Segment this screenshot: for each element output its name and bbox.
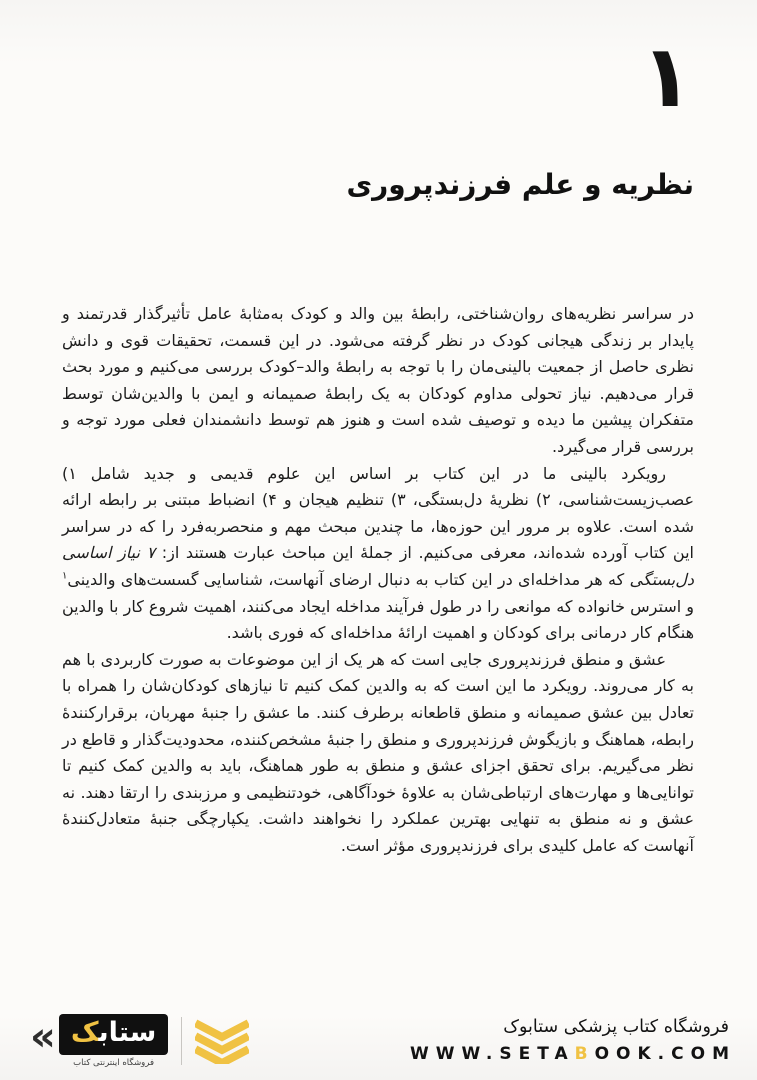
setabook-logo <box>30 1014 168 1068</box>
chapter-number: ۱ <box>640 26 693 127</box>
paragraph-3: عشق و منطق فرزندپروری جایی است که هر یک از این موضوعات به صورت کاربردی با هم به کار می‌روند. رویکرد ما این است که به والدین کمک کنیم تا نیازهای کودکان‌شان را همراه با تعادل بین عشق صمیمانه و منطق قاطعانه برطرف کنند. ما عشق را جنبهٔ مهربان، برقرارکنندهٔ رابطه، هماهنگ و بازیگوش فرزندپروری و منطق را جنبهٔ مشخص‌کننده، محدودیت‌گذار و قاطع در نظر می‌گیریم. برای تحقق اجزای عشق و منطق به طور هماهنگ، باید به والدین کمک کنیم تا توانایی‌ها و مهارت‌های ارتباطی‌شان به علاوهٔ خودآگاهی، خودتنظیمی و مرزبندی را ارتقا دهند. نه عشق و نه منطق به تنهایی بهترین عملکرد را نخواهند داشت. یکپارچگی جنبهٔ متعادل‌کنندهٔ آنهاست که عامل کلیدی برای فرزندپروری مؤثر است. <box>62 649 694 855</box>
url-part-2: OOK.COM <box>594 1044 736 1065</box>
logo-chevrons-icon: « <box>30 1013 53 1060</box>
page-footer <box>30 1013 736 1068</box>
logo-brand-accent: ک <box>70 1016 99 1048</box>
paragraph-1: در سراسر نظریه‌های روان‌شناختی، رابطهٔ بین والد و کودک به‌مثابهٔ عامل تأثیرگذار قدرتمند و پایدار بر زندگی هیجانی کودک در نظر گرفته می‌شود. در این قسمت، تحقیقات قوی و دانش نظری حاصل از جمعیت بالینی‌مان را با توجه به رابطهٔ والد–کودک بررسی می‌کنیم و مورد بحث قرار می‌دهیم. نیاز تحولی مداوم کودکان به یک رابطهٔ صمیمانه و ایمن با والدین‌شان توسط متفکران پیشین ما دیده و توصیف شده است و هنوز هم توسط دانشمندان فعلی مورد توجه و بررسی قرار می‌گیرد. <box>62 304 694 456</box>
chapter-title: نظریه و علم فرزندپروری <box>346 168 694 201</box>
page-body <box>62 301 694 859</box>
logo-tagline: فروشگاه اینترنتی کتاب <box>73 1058 155 1068</box>
paragraph-2-text-a: رویکرد بالینی ما در این کتاب بر اساس این علوم قدیمی و جدید شامل ۱) عصب‌زیست‌شناسی، ۲) نظریهٔ دل‌بستگی، ۳) تنظیم هیجان و ۴) انضباط مبتنی بر رابطه ارائه شده است. علاوه بر مرور این حوزه‌ها، ما چندین مبحث مهم و منحصربه‌فرد را که در سراسر این کتاب آورده شده‌اند، معرفی می‌کنیم. از جملهٔ این مباحث عبارت هستند از: <box>62 463 695 563</box>
book-title-reference: ۷ نیاز اساسی دل‌بستگی <box>62 543 694 589</box>
logo-wordmark <box>59 1014 169 1055</box>
logo-block <box>59 1014 169 1068</box>
store-name: فروشگاه کتاب پزشکی ستابوک <box>503 1017 729 1038</box>
url-part-1: WWW.SETA <box>410 1044 575 1065</box>
paragraph-2-text-b: که هر مداخله‌ای در این کتاب به دنبال ارضای آنهاست، شناسایی گسست‌های والدینی <box>67 569 630 589</box>
paragraph-2 <box>62 461 694 647</box>
footer-text <box>410 1017 736 1065</box>
footer-divider <box>181 1017 182 1065</box>
paragraph-2-text-c: و استرس خانواده که موانعی را در طول فرآیند مداخله ایجاد می‌کنند، اهمیت شروع کار با والدین هنگام کار درمانی برای کودکان و اهمیت ارائهٔ مداخله‌ای که فوری باشد. <box>62 596 694 643</box>
footnote-marker: ۱ <box>62 570 68 582</box>
logo-brand-text: ستاب <box>98 1016 157 1048</box>
website-url <box>410 1044 736 1064</box>
book-stack-icon <box>195 1018 249 1064</box>
url-part-accent: B <box>574 1044 595 1065</box>
